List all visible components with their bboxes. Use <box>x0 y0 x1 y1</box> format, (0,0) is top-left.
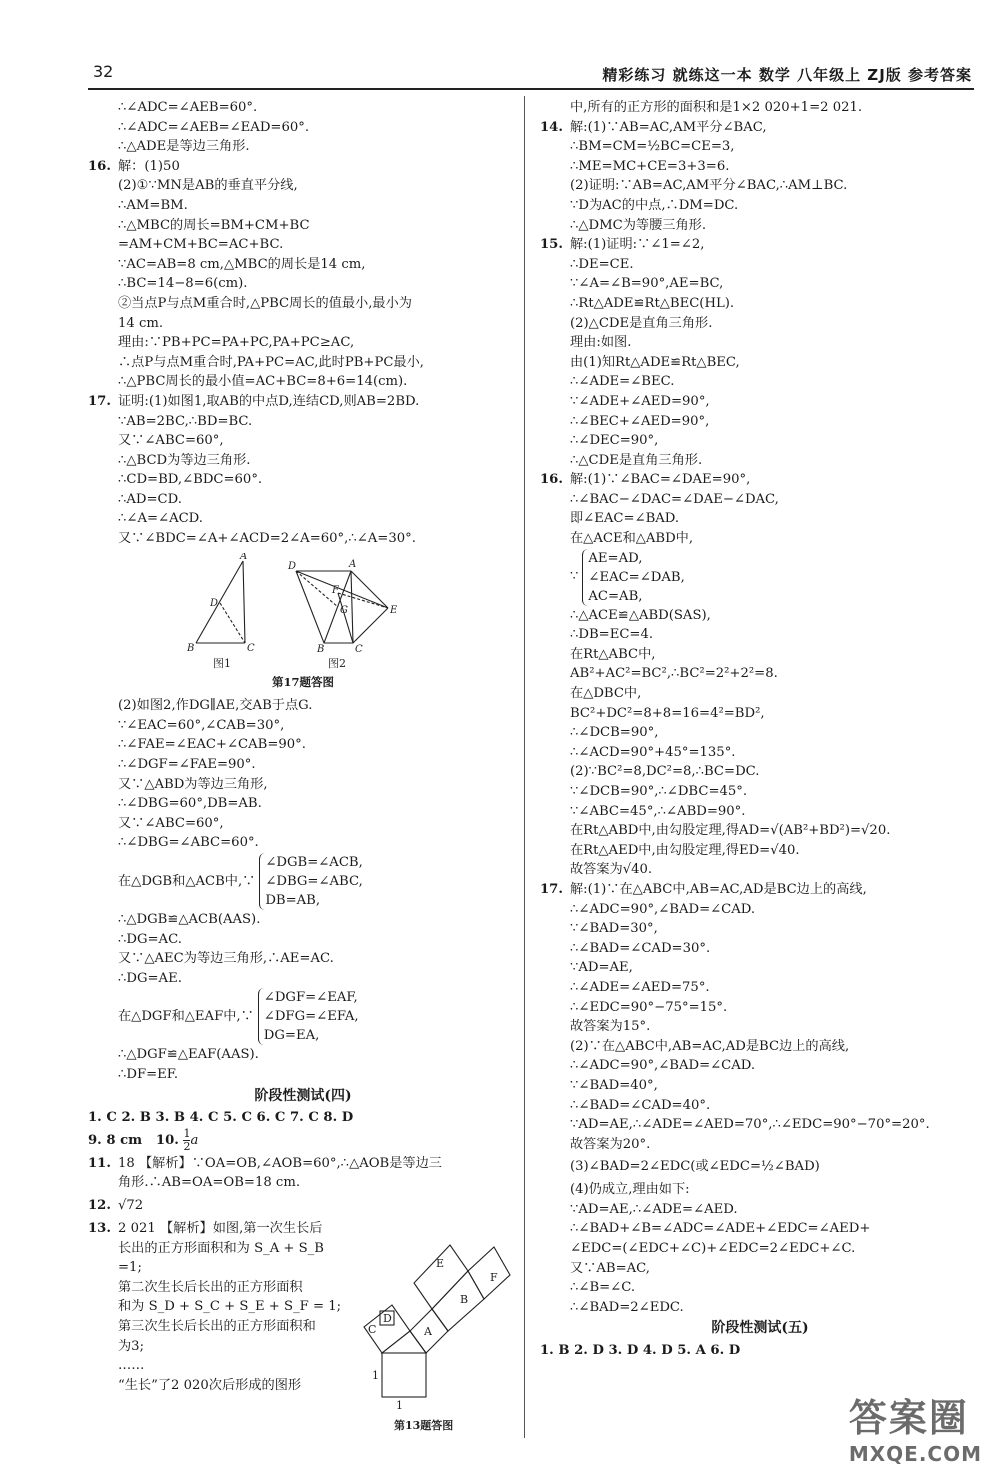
text-line: AB²+AC²=BC²,∴BC²=2²+2²=8. <box>570 666 778 682</box>
text-line: 14 cm. <box>118 315 164 331</box>
text-line: ∴△DGB≌△ACB(AAS). <box>118 912 261 927</box>
frac-den: 2 <box>183 1139 191 1153</box>
q15-number: 15. <box>540 237 563 253</box>
text-line: (2)∵BC²=8,DC²=8,∴BC=DC. <box>570 764 760 780</box>
text-line: ∴Rt△ADE≌Rt△BEC(HL). <box>570 295 735 311</box>
text-line: ∴AM=BM. <box>118 197 188 213</box>
q15-line: 解:(1)证明:∵∠1=∠2, <box>570 237 705 253</box>
q16r-line: 解:(1)∵∠BAC=∠DAE=90°, <box>570 472 751 488</box>
text-line: (2)证明:∵AB=AC,AM平分∠BAC,∴AM⊥BC. <box>570 178 848 194</box>
text-line: ∵D为AC的中点,∴DM=DC. <box>570 197 739 213</box>
text-line: 在Rt△AED中,由勾股定理,得ED=√40. <box>570 842 800 858</box>
fig1-cd <box>220 603 245 643</box>
q16r-number: 16. <box>540 472 563 488</box>
text-line: 故答案为20°. <box>570 1136 651 1152</box>
text-line: ∵∠ABC=45°,∴∠ABD=90°. <box>570 803 746 819</box>
q13-block <box>88 1219 518 1432</box>
fig1-ac <box>243 561 245 643</box>
q17-line: 证明:(1)如图1,取AB的中点D,连结CD,则AB=2BD. <box>118 393 420 409</box>
text-line: ∴△CDE是直角三角形. <box>570 452 703 468</box>
q17-figure-svg <box>88 553 518 671</box>
text-line: ∠EDC=(∠EDC+∠C)+∠EDC=2∠EDC+∠C. <box>570 1241 856 1257</box>
q13-figure <box>358 1183 518 1433</box>
brace-prefix: ∵ <box>570 569 579 585</box>
text-line: (2)①∵MN是AB的垂直平分线, <box>118 178 298 194</box>
text-line: 又∵△ABD为等边三角形, <box>118 776 268 792</box>
square-f <box>468 1247 510 1299</box>
text-line: 又∵∠ABC=60°, <box>118 815 224 831</box>
answer-9: 9. 8 cm <box>88 1132 143 1148</box>
text-line: ∵∠EAC=60°,∠CAB=30°, <box>118 717 285 733</box>
label-e: E <box>436 1256 445 1270</box>
brace-prefix: 在△DGB和△ACB中,∵ <box>118 873 256 889</box>
answers-1-8: 1. C 2. B 3. B 4. C 5. C 6. C 7. C 8. D <box>88 1110 354 1126</box>
text-line: ∴DE=CE. <box>570 256 634 272</box>
text-line: 在△DBC中, <box>570 686 642 702</box>
text-line: ∵∠BAD=30°, <box>570 921 658 937</box>
header-title: 精彩练习 就练这一本 数学 八年级上 ZJ版 参考答案 <box>602 66 972 84</box>
text-line: ∴∠ADE=∠BEC. <box>570 374 675 390</box>
fig2-label-f: F <box>332 584 339 596</box>
text-line: 又∵△AEC为等边三角形,∴AE=AC. <box>118 951 334 967</box>
text-line: ∴∠A=∠ACD. <box>118 511 203 527</box>
q13-number: 13. <box>88 1220 111 1236</box>
text-line: ∵∠A=∠B=90°,AE=BC, <box>570 276 724 292</box>
text-line: ∴BM=CM=½BC=CE=3, <box>570 139 735 155</box>
brace-line: ∠DGB=∠ACB, <box>265 855 363 870</box>
watermark-url: MXQE.COM <box>848 1442 982 1466</box>
text-line: ∴ME=MC+CE=3+3=6. <box>570 158 730 174</box>
text-line: ∴∠EDC=90°−75°=15°. <box>570 999 728 1015</box>
text-line: ∵AD=AE,∴∠ADE=∠AED=70°,∴∠EDC=90°−70°=20°. <box>570 1117 930 1133</box>
q17r-part3: (3)∠BAD=2∠EDC(或∠EDC=½∠BAD) <box>570 1159 820 1175</box>
q14-number: 14. <box>540 119 563 135</box>
q12-number: 12. <box>88 1197 111 1213</box>
q17-figure-caption: 第17题答图 <box>271 674 334 689</box>
text-line: =AM+CM+BC=AC+BC. <box>118 237 284 253</box>
frac-num: 1 <box>183 1127 191 1140</box>
text-line: ∴△DGF≌△EAF(AAS). <box>118 1047 259 1063</box>
text-line: ∴AD=CD. <box>118 491 182 507</box>
square-base <box>382 1353 426 1397</box>
text-line: ∵∠ADE+∠AED=90°, <box>570 393 710 409</box>
text-line: ∴∠BAD=2∠EDC. <box>570 1299 684 1315</box>
q13-figure-caption: 第13题答图 <box>394 1418 454 1432</box>
text-line: ∴∠ADE=∠AED=75°. <box>570 979 710 995</box>
q16-line: 解：(1)50 <box>118 158 180 174</box>
q17-brace-2 <box>88 988 518 1045</box>
triangle-base <box>382 1331 426 1353</box>
fig1-label-d: D <box>210 597 219 609</box>
column-divider <box>524 96 525 1438</box>
q13-line: =1; <box>118 1260 142 1276</box>
text-line: 又∵∠ABC=60°, <box>118 433 224 449</box>
text-line: ∴∠DEC=90°, <box>570 433 659 449</box>
label-1b: 1 <box>396 1398 403 1412</box>
page-header <box>0 0 1000 92</box>
text-line: ∴∠DGF=∠FAE=90°. <box>118 757 256 773</box>
q13-line: …… <box>118 1358 145 1374</box>
text-line: 又∵∠BDC=∠A+∠ACD=2∠A=60°,∴∠A=30°. <box>118 531 416 547</box>
text-line: ∴△MBC的周长=BM+CM+BC <box>118 217 310 233</box>
q17-brace-1 <box>88 853 518 910</box>
text-line: ∴∠FAE=∠EAC+∠CAB=90°. <box>118 737 306 753</box>
text-line: ∴BC=14−8=6(cm). <box>118 276 248 292</box>
text-line: ∴DF=EF. <box>118 1066 179 1082</box>
text-line: 故答案为√40. <box>570 862 653 878</box>
label-c: C <box>368 1322 377 1336</box>
text-line: ∴∠BAD=∠CAD=30°. <box>570 940 711 956</box>
text-line: ∴∠ACD=90°+45°=135°. <box>570 744 736 760</box>
q13-line: 第三次生长后长出的正方形面积和 <box>118 1318 316 1334</box>
text-line: ∴点P与点M重合时,PA+PC=AC,此时PB+PC最小, <box>118 354 424 370</box>
q11-line: 角形.∴AB=OA=OB=18 cm. <box>118 1175 301 1191</box>
q13-line: 和为 S_D + S_C + S_E + S_F = 1; <box>118 1299 342 1315</box>
brace-line: ∠EAC=∠DAB, <box>588 569 685 585</box>
q11-line: 18 【解析】∵OA=OB,∠AOB=60°,∴△AOB是等边三 <box>118 1155 442 1171</box>
fig1-label: 图1 <box>213 656 231 670</box>
q17-figure <box>88 553 518 671</box>
text-line: 在Rt△ABC中, <box>570 646 656 662</box>
page-number: 32 <box>93 62 114 81</box>
fig1 <box>196 561 245 643</box>
label-f: F <box>490 1270 498 1284</box>
fig2-label: 图2 <box>328 656 346 670</box>
header-rule <box>88 88 974 90</box>
text-line: ∵∠DCB=90°,∴∠DBC=45°. <box>570 784 748 799</box>
answers-sec5: 1. B 2. D 3. D 4. D 5. A 6. D <box>540 1343 741 1359</box>
fig2-label-a: A <box>349 558 357 570</box>
text-line: ∴∠ADC=∠AEB=∠EAD=60°. <box>118 119 310 135</box>
text-line: ∵AC=AB=8 cm,△MBC的周长是14 cm, <box>118 256 366 272</box>
text-line: ∴△PBC周长的最小值=AC+BC=8+6=14(cm). <box>118 374 408 390</box>
text-line: (2)∵在△ABC中,AB=AC,AD是BC边上的高线, <box>570 1038 850 1054</box>
fig2-label-e: E <box>390 604 398 616</box>
text-line: ∴DB=EC=4. <box>570 627 654 643</box>
q14-line: 解:(1)∵AB=AC,AM平分∠BAC, <box>570 119 767 135</box>
text-line: 又∵AB=AC, <box>570 1260 650 1276</box>
q13-line: 2 021 【解析】如图,第一次生长后 <box>118 1220 323 1236</box>
text-line: ∴∠DCB=90°, <box>570 725 659 741</box>
answer-10-num: 10. <box>155 1132 179 1148</box>
label-1a: 1 <box>372 1368 379 1382</box>
text-line: ∴∠ADC=∠AEB=60°. <box>118 100 258 115</box>
text-line: ∴∠DBG=60°,DB=AB. <box>118 796 262 812</box>
fig1-label-b: B <box>187 642 195 654</box>
text-line: 即∠EAC=∠BAD. <box>570 511 680 527</box>
text-line: ∵AB=2BC,∴BD=BC. <box>118 413 253 429</box>
left-column <box>88 98 518 1432</box>
q17r-line: 解:(1)∵在△ABC中,AB=AC,AD是BC边上的高线, <box>570 881 867 897</box>
q11-number: 11. <box>88 1155 111 1171</box>
text-line: 由(1)知Rt△ADE≌Rt△BEC, <box>570 354 740 370</box>
label-b: B <box>460 1292 469 1306</box>
q13-figure-svg <box>358 1183 518 1433</box>
brace-line: DB=AB, <box>265 893 321 908</box>
fig1-ab <box>196 561 243 643</box>
text-line: 理由:∵PB+PC=PA+PC,PA+PC≥AC, <box>118 335 355 351</box>
text-line: ∴∠BAD=∠CAD=40°. <box>570 1097 711 1113</box>
label-a: A <box>424 1324 432 1338</box>
watermark-logo: 答案圈 <box>848 1396 969 1440</box>
q13-line: 第二次生长后长出的正方形面积 <box>118 1279 303 1295</box>
right-column <box>540 98 980 1361</box>
text-line: (2)如图2,作DG∥AE,交AB于点G. <box>118 698 313 714</box>
fig1-label-a: A <box>240 552 248 562</box>
text-line: ∴∠ADC=90°,∠BAD=∠CAD. <box>570 901 756 917</box>
section-title-4: 阶段性测试(四) <box>254 1087 352 1104</box>
fig2-label-c: C <box>355 643 363 655</box>
text-line: ∴∠ADC=90°,∠BAD=∠CAD. <box>570 1058 756 1074</box>
text-line: 在△ACE和△ABD中, <box>570 531 694 547</box>
brace-prefix: 在△DGF和△EAF中,∵ <box>118 1009 254 1025</box>
text-line: ∴∠DBG=∠ABC=60°. <box>118 835 259 851</box>
text-line: ∴△ADE是等边三角形. <box>118 139 250 155</box>
q13-line: “生长”了2 020次后形成的图形 <box>118 1377 302 1393</box>
q13-line: 为3; <box>118 1338 145 1354</box>
label-d: D <box>383 1311 392 1325</box>
text-line: ∵AD=AE,∴∠ADE=∠AED. <box>570 1201 738 1217</box>
text-line: ②当点P与点M重合时,△PBC周长的值最小,最小为 <box>118 295 412 311</box>
fig1-label-c: C <box>247 642 255 654</box>
q17r-number: 17. <box>540 881 563 897</box>
brace-line: DG=EA, <box>263 1028 320 1044</box>
text-line: ∴△ACE≌△ABD(SAS), <box>570 607 711 623</box>
text-line: ∴△DMC为等腰三角形. <box>570 217 707 233</box>
text-line: 在Rt△ABD中,由勾股定理,得AD=√(AB²+BD²)=√20. <box>570 823 891 839</box>
q12-answer: √72 <box>118 1197 144 1213</box>
text-line: ∵∠BAD=40°, <box>570 1077 658 1093</box>
q16r-brace <box>540 549 980 606</box>
watermark <box>849 1387 982 1466</box>
answer-10-var: a <box>190 1132 199 1148</box>
fig2-label-d: D <box>288 560 297 572</box>
brace-line: ∠DGF=∠EAF, <box>263 990 358 1006</box>
text-line: (4)仍成立,理由如下: <box>570 1182 690 1198</box>
answers-9-10 <box>88 1128 518 1154</box>
section-title-5: 阶段性测试(五) <box>711 1320 809 1337</box>
continued-line: 中,所有的正方形的面积和是1×2 020+1=2 021. <box>570 100 863 115</box>
text-line: 理由:如图. <box>570 335 632 351</box>
text-line: ∴CD=BD,∠BDC=60°. <box>118 472 263 488</box>
brace-line: AE=AD, <box>588 550 643 566</box>
fig2-label-g: G <box>340 604 348 616</box>
brace-line: ∠DBG=∠ABC, <box>265 874 363 889</box>
text-line: ∴∠BEC+∠AED=90°, <box>570 413 710 429</box>
text-line: ∴DG=AC. <box>118 931 182 947</box>
brace-line: AC=AB, <box>588 588 643 604</box>
text-line: (2)△CDE是直角三角形. <box>570 315 713 331</box>
text-line: BC²+DC²=8+8=16=4²=BD², <box>570 705 765 721</box>
text-line: ∴∠BAC−∠DAC=∠DAE−∠DAC, <box>570 491 779 507</box>
text-line: ∴△BCD为等边三角形. <box>118 452 251 468</box>
fig2-label-b: B <box>317 643 325 655</box>
text-line: ∴DG=AE. <box>118 970 182 986</box>
q16-number: 16. <box>88 158 111 174</box>
text-line: 故答案为15°. <box>570 1019 651 1035</box>
q17-number: 17. <box>88 393 111 409</box>
text-line: ∴∠B=∠C. <box>570 1280 636 1296</box>
q13-line: 长出的正方形面积和为 S_A + S_B <box>118 1240 324 1256</box>
brace-line: ∠DFG=∠EFA, <box>263 1009 359 1025</box>
text-line: ∴∠BAD+∠B=∠ADC=∠ADE+∠EDC=∠AED+ <box>570 1221 871 1237</box>
text-line: ∵AD=AE, <box>570 960 633 976</box>
